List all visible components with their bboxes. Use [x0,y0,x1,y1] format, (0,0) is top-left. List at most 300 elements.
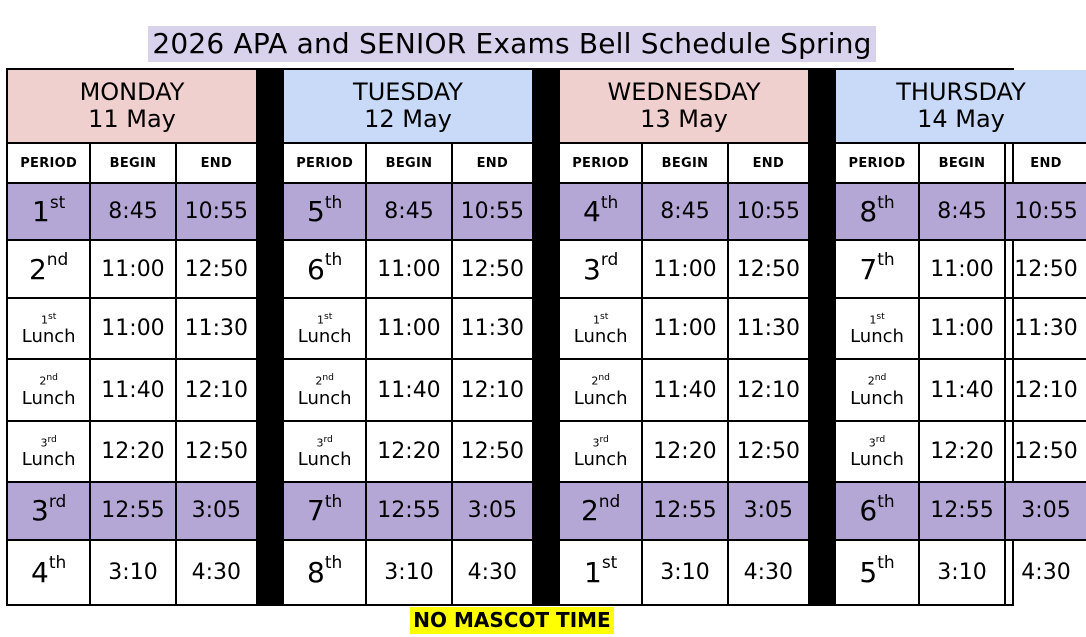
lunch-text: Lunch [850,326,904,348]
begin-time: 8:45 [384,199,434,225]
table-row [836,299,1086,360]
lunch-suffix: rd [323,433,333,445]
page-title: 2026 APA and SENIOR Exams Bell Schedule Spring [148,26,875,62]
day-date: 14 May [917,105,1005,134]
begin-cell [643,541,728,604]
table-row [560,541,808,604]
period-suffix: th [324,192,343,213]
period-suffix: th [877,492,895,513]
period-cell [284,184,367,239]
period-label [859,192,895,229]
lunch-ordinal [40,433,56,450]
end-cell [1006,541,1086,604]
end-cell [453,360,532,419]
begin-time: 12:55 [653,498,717,524]
end-time: 11:30 [736,316,801,342]
begin-cell [920,360,1006,419]
begin-time: 12:55 [377,498,441,524]
lunch-text: Lunch [297,449,352,471]
day-name: WEDNESDAY [607,78,761,107]
end-cell [177,184,256,239]
begin-cell [91,541,176,604]
period-label [28,250,69,286]
begin-cell [643,299,728,358]
begin-time: 11:00 [930,256,994,282]
lunch-label [298,433,352,471]
begin-cell [920,241,1006,296]
end-header: END [476,155,509,171]
period-label [859,553,895,589]
period-cell [560,241,643,296]
day-name: MONDAY [79,78,185,107]
begin-time: 12:55 [930,498,994,524]
lunch-label [574,433,628,471]
period-number: 3 [31,494,49,528]
period-cell [560,360,643,419]
begin-cell [91,241,176,296]
day-header [8,70,256,144]
period-cell [8,541,91,604]
period-cell [8,184,91,239]
lunch-ordinal [317,310,332,327]
period-label [583,553,618,589]
lunch-suffix: nd [598,372,610,384]
period-cell [836,360,920,419]
end-cell [177,422,256,481]
end-cell [1006,422,1086,481]
lunch-label [22,310,76,348]
end-time: 4:30 [743,559,794,585]
period-suffix: st [601,553,618,574]
table-row [836,184,1086,241]
period-label [307,250,343,286]
period-cell [284,360,367,419]
period-number: 6 [307,252,325,286]
period-number: 3 [583,252,601,286]
begin-time: 11:00 [930,316,994,342]
table-row [560,241,808,298]
lunch-suffix: nd [46,372,58,384]
lunch-suffix: st [47,310,57,322]
period-label [307,494,342,527]
day-name: THURSDAY [896,78,1026,107]
day-header [836,70,1086,144]
end-time: 11:30 [184,316,249,342]
lunch-ordinal [592,433,608,450]
begin-time: 11:40 [653,377,717,403]
end-cell [453,483,532,538]
period-number: 7 [859,252,878,286]
period-cell [284,483,367,538]
end-header: END [200,155,233,171]
period-label [31,192,66,229]
end-cell [177,299,256,358]
begin-cell [91,483,176,538]
end-cell [1006,241,1086,296]
begin-cell [643,360,728,419]
end-cell [453,422,532,481]
lunch-ordinal [869,433,885,450]
end-time: 10:55 [460,199,525,225]
day-column-thursday [836,70,1086,604]
begin-cell [920,422,1006,481]
table-row [8,422,256,483]
lunch-suffix: st [599,310,609,322]
table-row [8,241,256,298]
end-time: 11:30 [460,316,525,342]
lunch-number: 2 [867,374,875,388]
end-cell [729,422,808,481]
day-column-tuesday [284,70,534,604]
period-header: PERIOD [836,144,920,182]
period-number: 5 [859,555,878,589]
begin-time: 12:20 [101,438,165,464]
table-row [836,241,1086,298]
table-row [284,483,532,540]
period-label [583,250,619,286]
end-cell [729,299,808,358]
lunch-ordinal [591,371,610,388]
period-suffix: rd [600,250,619,271]
table-row [560,360,808,421]
day-date: 12 May [364,105,452,134]
end-cell [729,184,808,239]
day-separator [810,70,836,604]
begin-cell [367,184,452,239]
day-column-monday [8,70,258,604]
table-row [836,360,1086,421]
period-cell [284,299,367,358]
end-time: 3:05 [1021,498,1071,524]
period-cell [560,541,643,604]
period-suffix: st [49,192,66,213]
footer-wrapper [0,607,1024,634]
lunch-label [850,371,904,409]
lunch-suffix: st [876,310,885,322]
begin-cell [643,422,728,481]
begin-time: 11:40 [930,377,994,403]
end-time: 10:55 [184,199,249,225]
period-cell [284,422,367,481]
period-cell [8,360,91,419]
period-cell [836,483,920,538]
table-row [836,541,1086,604]
end-cell [177,541,256,604]
table-row [8,184,256,241]
period-cell [560,184,643,239]
end-time: 12:50 [1014,438,1078,464]
begin-time: 11:00 [101,256,165,282]
lunch-label [22,371,76,409]
end-cell [1006,299,1086,358]
period-number: 6 [859,494,878,528]
period-suffix: th [877,250,895,271]
lunch-text: Lunch [850,449,904,471]
lunch-text: Lunch [573,326,628,348]
period-number: 1 [583,555,602,589]
begin-time: 12:20 [930,438,994,464]
period-label [31,553,67,589]
period-number: 2 [28,252,47,286]
end-time: 4:30 [467,559,518,585]
end-time: 12:50 [1014,256,1078,282]
begin-cell [91,299,176,358]
period-number: 8 [307,555,325,589]
begin-time: 8:45 [108,199,158,225]
begin-cell [643,184,728,239]
begin-time: 3:10 [384,559,434,585]
table-row [8,483,256,540]
period-label [583,192,619,229]
period-number: 8 [859,195,878,229]
lunch-label [574,371,628,409]
begin-time: 11:00 [653,316,717,342]
table-row [284,241,532,298]
period-number: 1 [31,195,50,229]
period-cell [836,184,920,239]
period-suffix: th [324,553,343,574]
lunch-number: 2 [315,374,323,388]
column-headers [8,144,256,184]
day-header [284,70,532,144]
period-number: 7 [307,494,325,528]
end-cell [453,241,532,296]
lunch-label [298,310,352,348]
begin-cell [367,360,452,419]
end-time: 12:50 [460,256,525,282]
end-cell [1006,360,1086,419]
begin-cell [367,483,452,538]
table-row [284,299,532,360]
lunch-text: Lunch [850,387,904,409]
lunch-number: 1 [316,313,324,327]
period-cell [8,299,91,358]
end-time: 3:05 [191,498,242,524]
begin-cell [920,483,1006,538]
table-row [284,541,532,604]
period-number: 4 [583,195,601,229]
lunch-number: 1 [869,313,877,327]
end-time: 12:50 [184,256,249,282]
end-time: 12:10 [1014,377,1078,403]
period-number: 4 [31,555,49,589]
begin-cell [91,360,176,419]
lunch-ordinal [41,310,56,327]
day-name: TUESDAY [353,78,463,107]
end-time: 10:55 [736,199,801,225]
table-row [284,422,532,483]
begin-time: 12:55 [101,498,165,524]
begin-cell [920,184,1006,239]
end-time: 12:50 [184,438,249,464]
period-header: PERIOD [8,144,91,182]
begin-cell [91,422,176,481]
table-row [560,422,808,483]
table-row [836,422,1086,483]
lunch-number: 1 [592,313,600,327]
end-cell [1006,184,1086,239]
end-time: 12:50 [736,438,801,464]
table-row [8,360,256,421]
period-cell [560,483,643,538]
end-cell [1006,483,1086,538]
period-label [31,494,66,527]
begin-time: 11:00 [377,316,441,342]
begin-time: 3:10 [660,559,710,585]
period-suffix: th [600,192,619,213]
begin-cell [643,241,728,296]
end-time: 11:30 [1014,316,1078,342]
table-row [8,299,256,360]
day-date: 13 May [640,105,728,134]
end-cell [453,541,532,604]
lunch-label [298,371,352,409]
period-cell [8,483,91,538]
lunch-number: 3 [868,436,876,450]
period-cell [836,541,920,604]
lunch-ordinal [315,371,334,388]
lunch-text: Lunch [21,326,76,348]
end-cell [453,184,532,239]
period-suffix: th [324,492,343,513]
title-wrapper [0,26,1024,62]
begin-time: 12:20 [653,438,717,464]
end-time: 3:05 [743,498,794,524]
table-row [560,299,808,360]
lunch-ordinal [39,371,58,388]
period-suffix: th [48,553,67,574]
lunch-ordinal [869,310,884,327]
period-cell [836,241,920,296]
lunch-ordinal [316,433,332,450]
begin-time: 8:45 [937,199,987,225]
period-number: 2 [580,494,599,528]
end-time: 12:10 [736,377,801,403]
end-time: 4:30 [191,559,242,585]
end-time: 3:05 [467,498,518,524]
begin-cell [367,541,452,604]
period-suffix: rd [48,492,67,513]
end-time: 12:50 [736,256,801,282]
lunch-suffix: nd [874,372,887,384]
begin-cell [367,299,452,358]
begin-cell [920,299,1006,358]
period-label [859,250,895,286]
end-cell [177,241,256,296]
lunch-ordinal [868,371,887,388]
lunch-number: 2 [591,374,599,388]
table-row [284,184,532,241]
end-cell [729,360,808,419]
end-time: 12:50 [460,438,525,464]
period-suffix: nd [598,492,621,513]
period-suffix: th [877,192,895,213]
lunch-text: Lunch [297,326,352,348]
lunch-text: Lunch [573,449,628,471]
end-time: 10:55 [1014,199,1078,225]
day-separator [258,70,284,604]
end-header: END [1030,155,1062,171]
end-cell [729,483,808,538]
begin-header: BEGIN [643,144,728,182]
period-header: PERIOD [560,144,643,182]
period-label [307,192,343,229]
begin-time: 11:00 [377,256,441,282]
end-cell [177,483,256,538]
table-row [284,360,532,421]
begin-time: 8:45 [660,199,710,225]
period-label [581,494,620,527]
begin-cell [643,483,728,538]
lunch-number: 1 [40,313,48,327]
begin-time: 11:40 [377,377,441,403]
period-cell [284,241,367,296]
column-headers [560,144,808,184]
period-suffix: th [877,553,895,574]
column-headers [284,144,532,184]
table-row [560,483,808,540]
begin-time: 11:00 [101,316,165,342]
begin-time: 11:40 [101,377,165,403]
end-time: 12:10 [460,377,525,403]
lunch-number: 3 [316,436,324,450]
lunch-number: 3 [592,436,600,450]
lunch-number: 3 [40,436,48,450]
begin-cell [920,541,1006,604]
schedule-table [6,68,1078,606]
table-row [836,483,1086,540]
lunch-label [850,433,904,471]
begin-header: BEGIN [367,144,452,182]
period-cell [8,422,91,481]
begin-header: BEGIN [91,144,176,182]
period-cell [836,422,920,481]
lunch-label [22,433,76,471]
table-row [8,541,256,604]
begin-time: 11:00 [653,256,717,282]
lunch-label [850,310,904,348]
begin-cell [367,241,452,296]
period-suffix: th [324,250,343,271]
table-row [560,184,808,241]
begin-cell [367,422,452,481]
day-separator [534,70,560,604]
begin-header: BEGIN [920,144,1006,182]
day-date: 11 May [88,105,176,134]
lunch-label [574,310,628,348]
end-time: 4:30 [1021,559,1071,585]
period-header: PERIOD [284,144,367,182]
end-cell [453,299,532,358]
begin-time: 3:10 [937,559,987,585]
begin-time: 3:10 [108,559,158,585]
lunch-suffix: rd [47,433,57,445]
lunch-text: Lunch [21,449,76,471]
period-cell [560,422,643,481]
period-cell [560,299,643,358]
lunch-suffix: rd [875,433,886,445]
lunch-text: Lunch [21,387,76,409]
end-cell [729,241,808,296]
footer-note: NO MASCOT TIME [410,607,613,634]
begin-cell [91,184,176,239]
begin-time: 12:20 [377,438,441,464]
period-label [859,494,894,527]
lunch-suffix: rd [599,433,609,445]
day-header [560,70,808,144]
day-column-wednesday [560,70,810,604]
lunch-suffix: nd [322,372,334,384]
